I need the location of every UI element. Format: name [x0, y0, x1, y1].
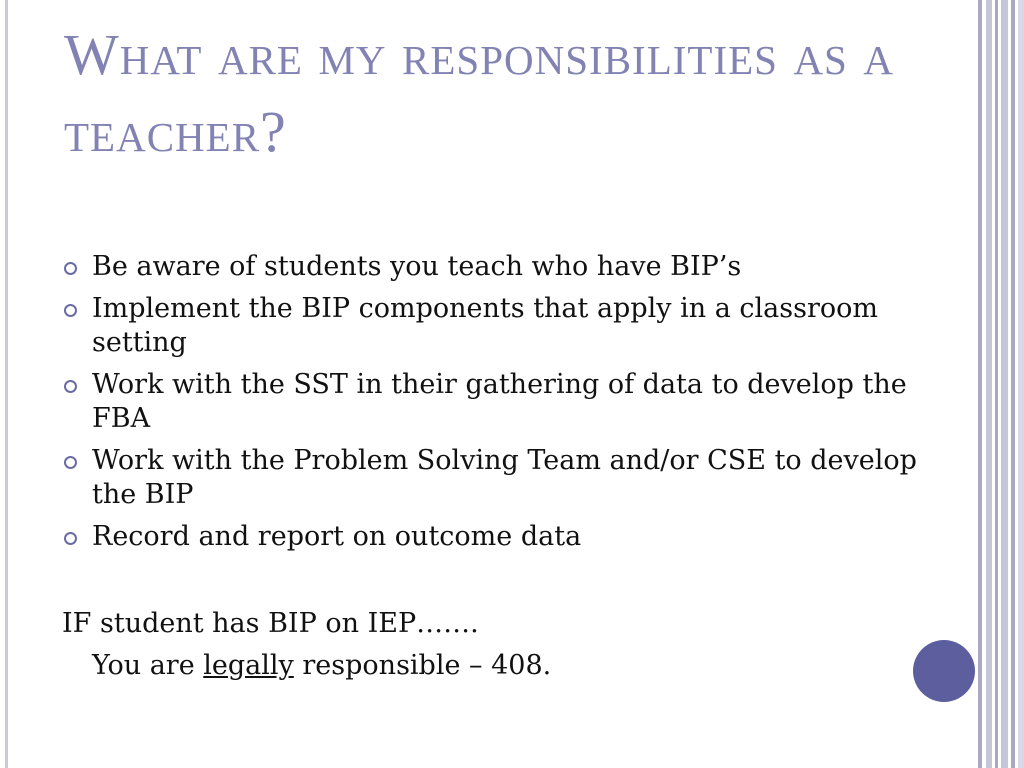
- left-border-line: [5, 0, 8, 768]
- decorative-circle: [913, 640, 975, 702]
- bullet-circle-icon: [64, 304, 77, 317]
- bullet-item: [62, 444, 942, 512]
- legally-emphasis: legally: [203, 650, 294, 681]
- right-decor-stripe: [1001, 0, 1008, 768]
- responsibility-text-after: responsible – 408.: [293, 650, 552, 681]
- slide-title: What are my responsibilities as a teacher?: [64, 22, 894, 164]
- bullet-list: [62, 250, 942, 562]
- bullet-item: [62, 292, 942, 360]
- responsibility-text: [92, 648, 551, 684]
- right-decor-stripe: [995, 0, 998, 768]
- bullet-circle-icon: [64, 456, 77, 469]
- right-decor-stripe: [1018, 0, 1024, 768]
- right-decor-stripe: [978, 0, 982, 768]
- bullet-text: Record and report on outcome data: [92, 521, 582, 552]
- bullet-text: Work with the Problem Solving Team and/or CSE to develop the BIP: [92, 445, 917, 510]
- right-decor-stripe: [986, 0, 992, 768]
- bullet-circle-icon: [64, 532, 77, 545]
- bullet-item: [62, 250, 942, 284]
- bullet-circle-icon: [64, 380, 77, 393]
- bullet-item: [62, 368, 942, 436]
- responsibility-text-before: You are: [92, 650, 204, 681]
- bullet-circle-icon: [64, 262, 77, 275]
- bullet-item: [62, 520, 942, 554]
- bullet-text: Implement the BIP components that apply in a classroom setting: [92, 293, 878, 358]
- right-decor-stripe: [1011, 0, 1015, 768]
- bullet-text: Be aware of students you teach who have BIP’s: [92, 251, 742, 282]
- bullet-text: Work with the SST in their gathering of data to develop the FBA: [92, 369, 907, 434]
- condition-text: IF student has BIP on IEP…….: [62, 608, 479, 639]
